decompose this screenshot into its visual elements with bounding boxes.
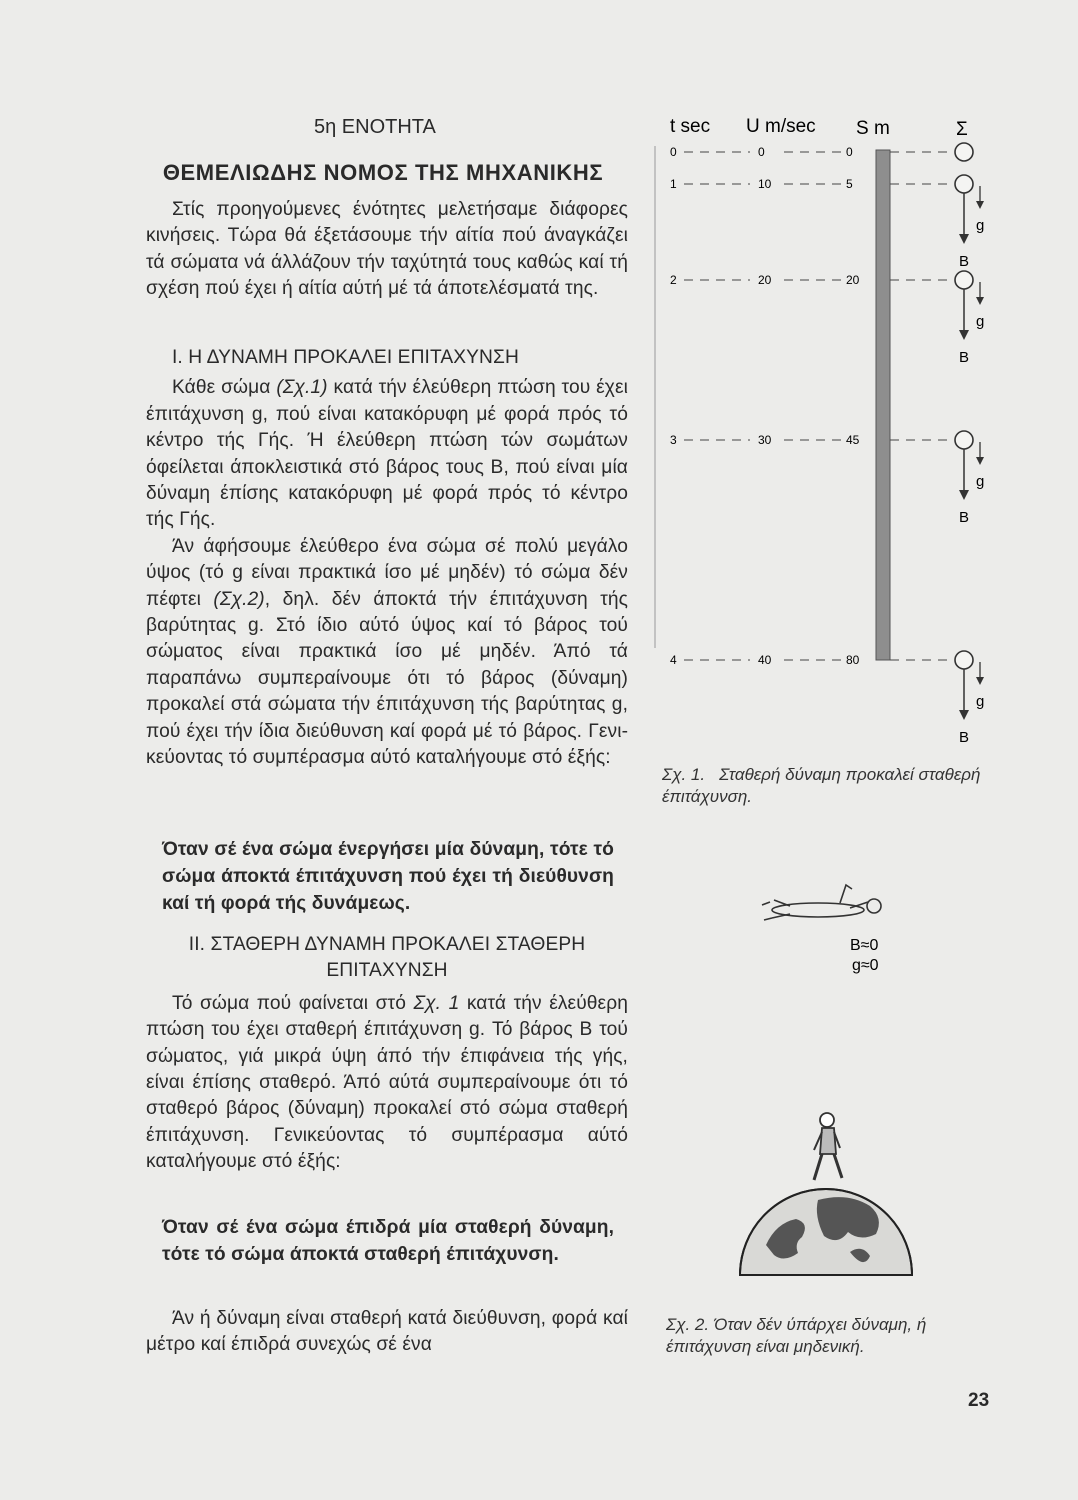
- table-rows: [670, 145, 954, 667]
- unit-label: 5η ΕΝΟΤΗΤΑ: [314, 116, 436, 138]
- acceleration-label: g: [976, 217, 985, 234]
- weight-arrowhead: [959, 234, 969, 244]
- law-2: [162, 1214, 614, 1268]
- floating-person-illustration: [762, 885, 881, 920]
- row-t-value: 1: [670, 177, 677, 191]
- weight-arrowhead: [959, 490, 969, 500]
- falling-body: [955, 175, 973, 193]
- falling-bodies: [955, 143, 984, 746]
- column-header-s: S m: [856, 118, 890, 139]
- section-2-paragraph-1: Τό σώμα πού φαίνεται στό Σχ. 1 κατά τήν έλεύθερη πτώση του έχει σταθερή έπιτάχυνση g. Τό βάρος Β τού σώματος, γιά μικρά ύψη άπό τήν έπιφάνεια τής γής, είναι έπίσης σταθερό. Άπό αύτά συμπεραίνουμε ότι τό σταθερό βάρος (δύναμη) προκαλεί στό σώμα σταθερή έπιτάχυνση. Γενικεύοντας τό συμπέρασμα αύτό καταλήγουμε στό έξής:: [146, 992, 629, 1173]
- page-title: ΘΕΜΕΛΙΩΔΗΣ ΝΟΜΟΣ ΤΗΣ ΜΗΧΑΝΙΚΗΣ: [162, 160, 604, 185]
- figure-ref: (Σχ.2): [213, 588, 265, 610]
- falling-body: [955, 651, 973, 669]
- weight-label: B: [959, 253, 970, 270]
- row-t-value: 4: [670, 653, 677, 667]
- figure-2-caption: Σχ. 2. Όταν δέν ύπάρχει δύναμη, ή έπιτάχυνση είναι μηδενική.: [666, 1315, 927, 1356]
- acceleration-label: g: [976, 313, 985, 330]
- section-1: [146, 345, 628, 772]
- acceleration-approx-zero: g≈0: [852, 957, 879, 974]
- row-t-value: 0: [670, 145, 677, 159]
- figure-1-caption: Σχ. 1. Σταθερή δύναμη προκαλεί σταθερή έπιτάχυνση.: [662, 765, 981, 806]
- law-1: [162, 836, 614, 917]
- falling-body: [955, 271, 973, 289]
- row-s-value: 45: [846, 433, 860, 447]
- figure-ref: (Σχ.1): [276, 377, 328, 399]
- weight-arrowhead: [959, 330, 969, 340]
- figure-ref: Σχ. 1: [413, 992, 460, 1014]
- acceleration-label: g: [976, 473, 985, 490]
- acceleration-arrowhead: [976, 677, 984, 685]
- acceleration-label: g: [976, 693, 985, 710]
- weight-label: B: [959, 349, 970, 366]
- earth-globe-illustration: [740, 1189, 912, 1275]
- acceleration-arrowhead: [976, 297, 984, 305]
- section-2: [146, 932, 628, 1176]
- section-1-paragraph-2: Άν άφήσουμε έλεύθερο ένα σώμα σέ πολύ μεγάλο ύψος (τό g είναι πρακτικά ίσο μέ μηδέν) τό σώμα δέν πέφτει (Σχ.2), δηλ. δέν άποκτά τήν έπιτάχυνση τής βαρύτητας g. Στό ίδιο αύτό ύψος καί τό βάρος τού σώματος είναι πρακτικά ίσο μέ μηδέν. Άπό τά παραπάνω συμπεραίνουμε ότι τό βάρος (δύναμη) προκαλεί στά σώματα τήν έπιτάχυνση τής βαρύτητας g, πού έχει τήν ίδια διεύθυνση καί φορά μέ τό βάρος. Γενικεύοντας τό συμπέρασμα αύτό καταλήγουμε στό έξής:: [146, 535, 629, 769]
- row-t-value: 2: [670, 273, 677, 287]
- figure-1-free-fall-diagram: [650, 108, 1010, 768]
- section-1-paragraph-1: Κάθε σώμα (Σχ.1) κατά τήν έλεύθερη πτώση του έχει έπιτάχυνση g, πού είναι κατακόρυφη μέ φορά πρός τό κέντρο τής Γής. Ή έλεύθερη πτώση τών σωμάτων όφείλεται άποκλειστικά στό βάρος τους Β, πού είναι μία δύναμη έπίσης κατακόρυφη μέ φορά πρός τό κέντρο τής Γής.: [146, 377, 628, 531]
- row-u-value: 20: [758, 273, 772, 287]
- weight-label: B: [959, 729, 970, 746]
- walking-person-illustration: [814, 1113, 842, 1180]
- falling-body: [955, 431, 973, 449]
- row-u-value: 30: [758, 433, 772, 447]
- law-2-text: Όταν σέ ένα σώμα έπιδρά μία σταθερή δύναμη, τότε τό σώμα άποκτά σταθερή έπιτάχυνση.: [162, 1217, 614, 1265]
- row-s-value: 0: [846, 145, 853, 159]
- section-2-paragraph-2: Άν ή δύναμη είναι σταθερή κατά διεύθυνση, φορά καί μέτρο καί έπιδρά συνεχώς σέ ένα: [146, 1308, 628, 1356]
- intro-text: Στίς προηγούμενες ένότητες μελετήσαμε διάφορες κινήσεις. Τώρα θά έξετάσουμε τήν αίτία πού άναγκάζει τά σώματα νά άλλάζουν τήν ταχύτητά τους καθώς καί τή σχέση πού έχει ή αίτία αύτή μέ τά άποτελέσματά της.: [146, 199, 628, 300]
- section-1-heading: Ι. Η ΔΥΝΑΜΗ ΠΡΟΚΑΛΕΙ ΕΠΙΤΑΧΥΝΣΗ: [172, 347, 519, 368]
- acceleration-arrowhead: [976, 201, 984, 209]
- falling-body: [955, 143, 973, 161]
- section-2-heading-line-1: ΙΙ. ΣΤΑΘΕΡΗ ΔΥΝΑΜΗ ΠΡΟΚΑΛΕΙ ΣΤΑΘΕΡΗ: [188, 934, 586, 955]
- column-header-t: t sec: [670, 116, 711, 137]
- row-u-value: 0: [758, 145, 765, 159]
- law-1-text: Όταν σέ ένα σώμα ένεργήσει μία δύναμη, τότε τό σώμα άποκτά έπιτάχυνση πού έχει τή διεύθυνση καί τή φορά τής δυνάμεως.: [162, 839, 614, 914]
- row-s-value: 20: [846, 273, 860, 287]
- page-number: 23: [968, 1390, 990, 1411]
- weight-arrowhead: [959, 710, 969, 720]
- row-t-value: 3: [670, 433, 677, 447]
- row-s-value: 5: [846, 177, 853, 191]
- row-s-value: 80: [846, 653, 860, 667]
- row-u-value: 40: [758, 653, 772, 667]
- fall-distance-bar: [876, 150, 890, 660]
- column-header-u: U m/sec: [746, 116, 816, 137]
- acceleration-arrowhead: [976, 457, 984, 465]
- section-2-heading-line-2: ΕΠΙΤΑΧΥΝΣΗ: [326, 960, 448, 982]
- weight-approx-zero: B≈0: [850, 937, 879, 954]
- row-u-value: 10: [758, 177, 772, 191]
- figure-2-weightless-diagram: [730, 870, 950, 1290]
- weight-label: B: [959, 509, 970, 526]
- intro-paragraph: [146, 197, 628, 303]
- column-header-sigma: Σ: [956, 119, 968, 140]
- section-2-closing: [146, 1306, 628, 1359]
